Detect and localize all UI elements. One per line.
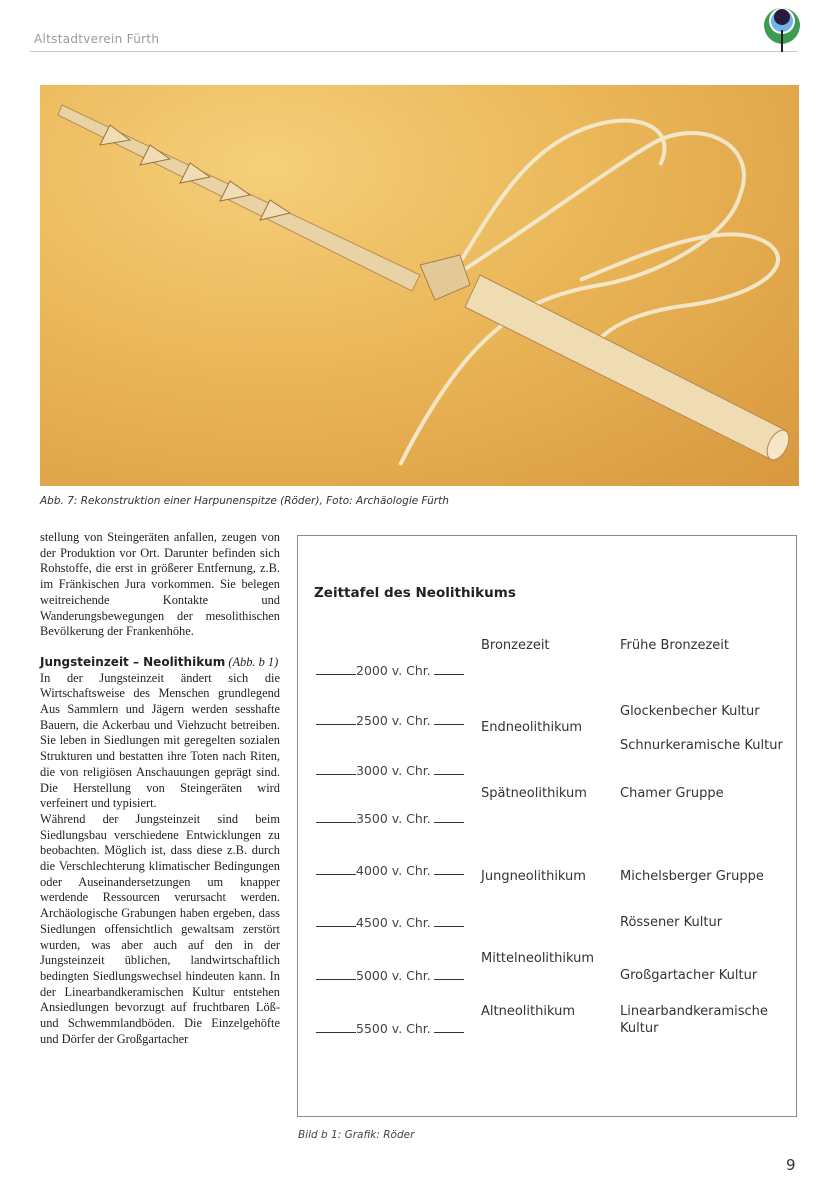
timeline-title: Zeittafel des Neolithikums [314,585,516,601]
timeline-culture: Kultur [620,1021,659,1036]
timeline-date: 3500 v. Chr. [316,811,464,826]
page-number: 9 [786,1156,796,1174]
timeline-period: Bronzezeit [481,638,550,653]
timeline-culture: Rössener Kultur [620,915,723,930]
graphic-credit: Bild b 1: Grafik: Röder [298,1129,415,1141]
paragraph: In der Jungsteinzeit ändert sich die Wirtschaftsweise des Menschen grundlegend Aus Sammlern und Jägern werden sesshafte Bauern, die Ackerbau und Viehzucht betreiben. Sie leben in Siedlungen mit geregelten sozialen Strukturen und bestatten ihre Toten nach Riten, die von religiösen Anschauungen geprägt sind. Die Herstellung von Steingeräten wird verfeinert und typisiert. [40,670,280,811]
timeline-culture: Linearbandkeramische [620,1004,768,1019]
section-heading: Jungsteinzeit – Neolithikum [40,654,226,669]
body-text-column [40,530,280,1048]
timeline-date: 3000 v. Chr. [316,763,464,778]
timeline-culture: Schnurkeramische Kultur [620,738,783,753]
paragraph: Während der Jungsteinzeit sind beim Siedlungsbau verschiedene Entwicklungen zu beobachten. Möglich ist, dass diese z.B. durch die Verschlechterung klimatischer Bedingungen oder Auseinandersetzungen um knapper werdende Ressourcen verursacht werden. Archäologische Grabungen haben ergeben, dass Siedlungen offensichtlich gewaltsam zerstört wurden, was aber auch auf den in der Jungsteinzeit üblichen, landwirtschaftlich bedingten Siedlungswechsel hindeuten kann. In der Linearbandkeramischen Kultur entstehen Ansiedlungen bevorzugt auf fruchtbaren Löß- und Schwemmlandböden. Die Einzelgehöfte und Dörfer der Großgartacher [40,811,280,1046]
timeline-culture: Chamer Gruppe [620,786,724,801]
timeline-culture: Glockenbecher Kultur [620,704,760,719]
timeline-date: 4000 v. Chr. [316,863,464,878]
timeline-period: Spätneolithikum [481,786,587,801]
timeline-date: 2500 v. Chr. [316,713,464,728]
figure-caption: Abb. 7: Rekonstruktion einer Harpunenspitze (Röder), Foto: Archäologie Fürth [40,495,449,507]
timeline-period: Mittelneolithikum [481,951,595,966]
figure-reference: (Abb. b 1) [228,654,279,669]
harpoon-photo [40,85,799,486]
timeline-table [297,535,797,1117]
header-title: Altstadtverein Fürth [34,32,160,46]
timeline-date: 5000 v. Chr. [316,968,464,983]
timeline-culture: Großgartacher Kultur [620,968,758,983]
timeline-culture: Frühe Bronzezeit [620,638,730,653]
header-divider [30,51,798,52]
timeline-culture: Michelsberger Gruppe [620,869,764,884]
timeline-date: 2000 v. Chr. [316,663,464,678]
timeline-date: 4500 v. Chr. [316,915,464,930]
timeline-period: Altneolithikum [481,1004,575,1019]
timeline-period: Endneolithikum [481,720,583,735]
logo-icon [760,4,804,52]
paragraph: stellung von Steingeräten anfallen, zeugen von der Produktion vor Ort. Darunter befinden sich Rohstoffe, die erst in größerer Entfernung, z.B. im Fränkischen Jura vorkommen. Sie belegen weitreichende Kontakte und Wanderungsbewegungen der mesolithischen Bevölkerung der Frankenhöhe. [40,530,280,639]
timeline-date: 5500 v. Chr. [316,1021,464,1036]
timeline-period: Jungneolithikum [481,869,586,884]
